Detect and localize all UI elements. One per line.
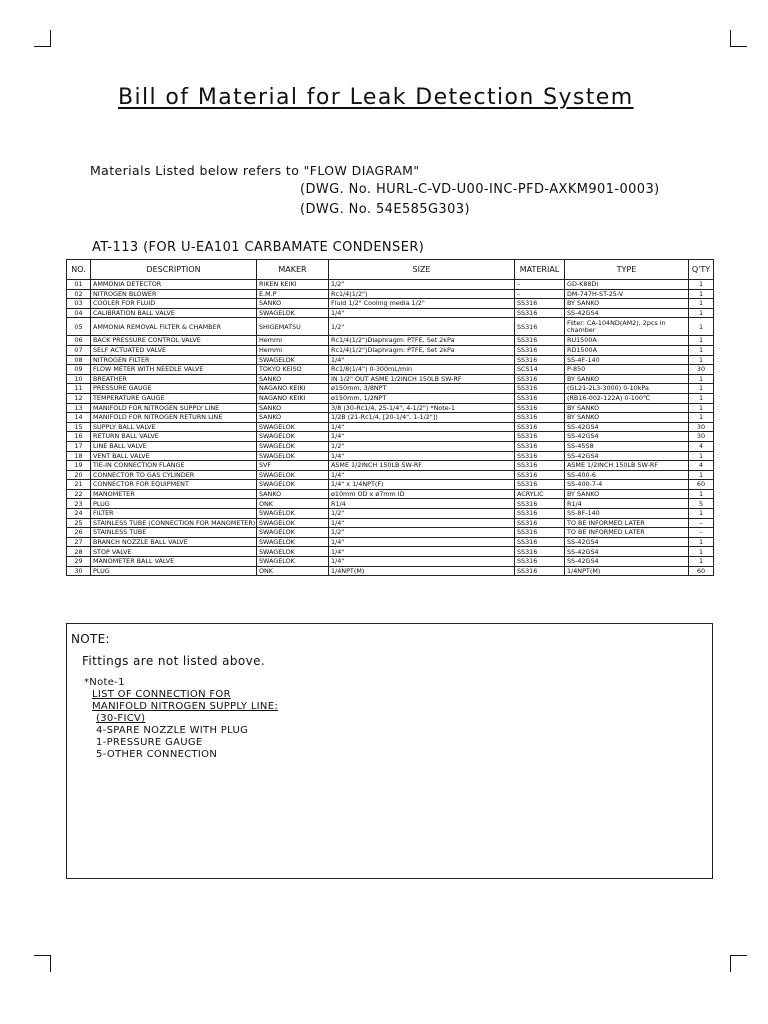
table-row	[67, 403, 714, 413]
note-fittings: Fittings are not listed above.	[82, 654, 266, 668]
note-line: (30-FICV)	[96, 713, 146, 724]
cell-size: ø150mm, 3/8NPT	[329, 384, 515, 394]
cell-no: 05	[67, 318, 91, 336]
cell-maker: ONK	[257, 566, 329, 576]
cell-no: 16	[67, 432, 91, 442]
cell-size: ø10mm OD x ø7mm ID	[329, 489, 515, 499]
cell-type: ASME 1/2INCH 150LB SW-RF	[565, 461, 689, 471]
table-row	[67, 345, 714, 355]
cell-maker: SVF	[257, 461, 329, 471]
cell-no: 20	[67, 470, 91, 480]
cell-type: RU1500A	[565, 336, 689, 346]
cell-no: 02	[67, 289, 91, 299]
cell-size: Rc1/4(1/2")Diaphragm: PTFE, Set 2kPa	[329, 336, 515, 346]
table-row	[67, 499, 714, 509]
cell-type: RD1500A	[565, 345, 689, 355]
cell-description: STAINLESS TUBE (CONNECTION FOR MANOMETER)	[91, 518, 257, 528]
table-header-row	[67, 260, 714, 280]
cell-type: TO BE INFORMED LATER	[565, 528, 689, 538]
cell-type: SS-42GS4	[565, 547, 689, 557]
cell-material: SCS14	[515, 365, 565, 375]
cell-material: SS316	[515, 336, 565, 346]
cell-qty: 1	[689, 355, 714, 365]
cell-size: 1/4" x 1/4NPT(F)	[329, 480, 515, 490]
table-row	[67, 489, 714, 499]
cell-type: SS-400-7-4	[565, 480, 689, 490]
cell-material: SS316	[515, 308, 565, 318]
cell-no: 04	[67, 308, 91, 318]
table-row	[67, 384, 714, 394]
cell-description: MANIFOLD FOR NITROGEN SUPPLY LINE	[91, 403, 257, 413]
cell-qty: 1	[689, 345, 714, 355]
cell-material: SS316	[515, 509, 565, 519]
cell-no: 09	[67, 365, 91, 375]
cell-description: MANOMETER BALL VALVE	[91, 557, 257, 567]
cell-type: Filter: CA-104ND(AM2), 2pcs in chamber	[565, 318, 689, 336]
cell-qty: 1	[689, 280, 714, 290]
cell-type: SS-42GS4	[565, 422, 689, 432]
crop-mark-top-left	[34, 30, 51, 47]
table-row	[67, 336, 714, 346]
note-1-label: *Note-1	[84, 677, 125, 688]
cell-size: 1/4"	[329, 557, 515, 567]
cell-no: 08	[67, 355, 91, 365]
cell-no: 25	[67, 518, 91, 528]
cell-maker: SWAGELOK	[257, 432, 329, 442]
header-qty: Q'TY	[689, 260, 714, 280]
table-row	[67, 557, 714, 567]
cell-maker: SWAGELOK	[257, 480, 329, 490]
header-maker: MAKER	[257, 260, 329, 280]
table-row	[67, 566, 714, 576]
table-row	[67, 547, 714, 557]
cell-size: 1/2"	[329, 509, 515, 519]
cell-material: SS316	[515, 299, 565, 309]
cell-qty: 1	[689, 384, 714, 394]
cell-qty: 30	[689, 432, 714, 442]
cell-description: LINE BALL VALVE	[91, 441, 257, 451]
cell-no: 10	[67, 374, 91, 384]
cell-material: SS316	[515, 441, 565, 451]
cell-type: BY SANKO	[565, 413, 689, 423]
cell-size: 1/4"	[329, 537, 515, 547]
cell-qty: 1	[689, 289, 714, 299]
cell-no: 13	[67, 403, 91, 413]
note-box	[66, 623, 713, 879]
cell-material: SS316	[515, 480, 565, 490]
cell-description: CONNECTOR FOR EQUIPMENT	[91, 480, 257, 490]
cell-size: Fluid 1/2" Cooling media 1/2"	[329, 299, 515, 309]
cell-maker: SWAGELOK	[257, 557, 329, 567]
cell-type: SS-45S8	[565, 441, 689, 451]
cell-no: 30	[67, 566, 91, 576]
cell-qty: 1	[689, 509, 714, 519]
cell-type: BY SANKO	[565, 403, 689, 413]
cell-no: 07	[67, 345, 91, 355]
cell-size: 1/4"	[329, 547, 515, 557]
cell-material: SS316	[515, 528, 565, 538]
cell-qty: 1	[689, 537, 714, 547]
cell-maker: SANKO	[257, 374, 329, 384]
cell-type: SS-8F-140	[565, 509, 689, 519]
cell-no: 29	[67, 557, 91, 567]
cell-material: SS316	[515, 518, 565, 528]
cell-maker: SWAGELOK	[257, 509, 329, 519]
cell-type: BY SANKO	[565, 374, 689, 384]
cell-material: SS316	[515, 403, 565, 413]
cell-size: 1/4"	[329, 451, 515, 461]
cell-description: STAINLESS TUBE	[91, 528, 257, 538]
cell-maker: SWAGELOK	[257, 355, 329, 365]
table-row	[67, 432, 714, 442]
cell-type: SS-42GS4	[565, 432, 689, 442]
cell-material: SS316	[515, 345, 565, 355]
table-row	[67, 280, 714, 290]
cell-no: 19	[67, 461, 91, 471]
cell-material: SS316	[515, 393, 565, 403]
cell-no: 26	[67, 528, 91, 538]
cell-size: IN 1/2" OUT ASME 1/2INCH 150LB SW-RF	[329, 374, 515, 384]
note-line: MANIFOLD NITROGEN SUPPLY LINE:	[92, 701, 279, 712]
cell-no: 22	[67, 489, 91, 499]
table-row	[67, 374, 714, 384]
cell-description: CALIBRATION BALL VALVE	[91, 308, 257, 318]
cell-type: SS-400-6	[565, 470, 689, 480]
cell-no: 15	[67, 422, 91, 432]
cell-size: ø150mm, 1/2NPT	[329, 393, 515, 403]
cell-description: AMMONIA REMOVAL FILTER & CHAMBER	[91, 318, 257, 336]
cell-description: TEMPERATURE GAUGE	[91, 393, 257, 403]
cell-size: 1/4"	[329, 308, 515, 318]
cell-material: SS316	[515, 451, 565, 461]
table-row	[67, 299, 714, 309]
cell-maker: SWAGELOK	[257, 518, 329, 528]
cell-description: BACK PRESSURE CONTROL VALVE	[91, 336, 257, 346]
cell-qty: 1	[689, 299, 714, 309]
cell-no: 27	[67, 537, 91, 547]
cell-type: P-850	[565, 365, 689, 375]
cell-description: AMMONIA DETECTOR	[91, 280, 257, 290]
cell-description: BRANCH NOZZLE BALL VALVE	[91, 537, 257, 547]
crop-mark-top-right	[730, 30, 747, 47]
cell-no: 24	[67, 509, 91, 519]
cell-size: 1/2"	[329, 441, 515, 451]
drawing-reference-2: (DWG. No. 54E585G303)	[300, 202, 470, 217]
cell-maker: Hemmi	[257, 345, 329, 355]
cell-qty: 1	[689, 393, 714, 403]
table-row	[67, 365, 714, 375]
cell-maker: SWAGELOK	[257, 528, 329, 538]
cell-size: 1/2"	[329, 318, 515, 336]
cell-material: SS316	[515, 384, 565, 394]
cell-description: FLOW METER WITH NEEDLE VALVE	[91, 365, 257, 375]
cell-description: CONNECTOR TO GAS CYLINDER	[91, 470, 257, 480]
cell-type: SS-4F-140	[565, 355, 689, 365]
cell-maker: Hemmi	[257, 336, 329, 346]
cell-size: 1/2"	[329, 280, 515, 290]
cell-no: 23	[67, 499, 91, 509]
cell-qty: 1	[689, 336, 714, 346]
cell-maker: SANKO	[257, 413, 329, 423]
cell-no: 11	[67, 384, 91, 394]
cell-size: 1/4"	[329, 432, 515, 442]
cell-size: 1/2"	[329, 528, 515, 538]
cell-size: Rc1/8(1/4") 0-300mL/min	[329, 365, 515, 375]
cell-no: 01	[67, 280, 91, 290]
cell-qty: 5	[689, 499, 714, 509]
note-line: 4-SPARE NOZZLE WITH PLUG	[96, 725, 249, 736]
cell-qty: 60	[689, 566, 714, 576]
table-row	[67, 355, 714, 365]
cell-maker: E.M.P	[257, 289, 329, 299]
cell-description: STOP VALVE	[91, 547, 257, 557]
cell-size: 1/4"	[329, 518, 515, 528]
cell-qty: 1	[689, 451, 714, 461]
cell-maker: SWAGELOK	[257, 537, 329, 547]
table-row	[67, 413, 714, 423]
cell-type: SS-42GS4	[565, 537, 689, 547]
cell-qty: 30	[689, 365, 714, 375]
cell-qty: 1	[689, 557, 714, 567]
table-row	[67, 528, 714, 538]
cell-type: TO BE INFORMED LATER	[565, 518, 689, 528]
cell-type: DM-747H-ST-25-V	[565, 289, 689, 299]
note-line: 1-PRESSURE GAUGE	[96, 737, 203, 748]
cell-type: GD-K88Di	[565, 280, 689, 290]
table-row	[67, 537, 714, 547]
table-row	[67, 308, 714, 318]
cell-size: Rc1/4(1/2")Diaphragm: PTFE, Set 2kPa	[329, 345, 515, 355]
header-size: SIZE	[329, 260, 515, 280]
cell-material: SS316	[515, 355, 565, 365]
table-row	[67, 518, 714, 528]
intro-text: Materials Listed below refers to "FLOW DIAGRAM"	[90, 163, 420, 178]
cell-size: R1/4	[329, 499, 515, 509]
cell-qty: 60	[689, 480, 714, 490]
cell-no: 14	[67, 413, 91, 423]
cell-description: MANOMETER	[91, 489, 257, 499]
cell-maker: TOKYO KEISO	[257, 365, 329, 375]
note-1-list	[84, 677, 278, 761]
cell-type: BY SANKO	[565, 489, 689, 499]
cell-no: 03	[67, 299, 91, 309]
cell-description: PLUG	[91, 499, 257, 509]
cell-qty: –	[689, 528, 714, 538]
cell-description: TIE-IN CONNECTION FLANGE	[91, 461, 257, 471]
cell-qty: 1	[689, 547, 714, 557]
cell-qty: 4	[689, 441, 714, 451]
cell-qty: 1	[689, 489, 714, 499]
header-type: TYPE	[565, 260, 689, 280]
cell-description: BREATHER	[91, 374, 257, 384]
cell-size: Rc1/4(1/2")	[329, 289, 515, 299]
cell-type: (GL21-2L3-3000) 0-10kPa	[565, 384, 689, 394]
cell-material: SS316	[515, 557, 565, 567]
cell-type: 1/4NPT(M)	[565, 566, 689, 576]
cell-qty: 1	[689, 318, 714, 336]
note-line: LIST OF CONNECTION FOR	[92, 689, 231, 700]
table-row	[67, 470, 714, 480]
cell-maker: SHIGEMATSU	[257, 318, 329, 336]
crop-mark-bottom-left	[34, 955, 51, 972]
cell-description: COOLER FOR FLUID	[91, 299, 257, 309]
cell-description: PRESSURE GAUGE	[91, 384, 257, 394]
cell-size: 1/4"	[329, 355, 515, 365]
bill-of-material-table	[66, 259, 714, 576]
cell-description: RETURN BALL VALVE	[91, 432, 257, 442]
cell-material: SS316	[515, 547, 565, 557]
cell-maker: SWAGELOK	[257, 441, 329, 451]
cell-material: SS316	[515, 413, 565, 423]
table-row	[67, 461, 714, 471]
header-description: DESCRIPTION	[91, 260, 257, 280]
cell-qty: 1	[689, 308, 714, 318]
cell-qty: –	[689, 518, 714, 528]
cell-no: 06	[67, 336, 91, 346]
cell-no: 12	[67, 393, 91, 403]
cell-description: NITROGEN FILTER	[91, 355, 257, 365]
table-body	[67, 280, 714, 576]
crop-mark-bottom-right	[730, 955, 747, 972]
cell-size: 1/2B (21-Rc1/4, [20-1/4", 1-1/2"])	[329, 413, 515, 423]
table-row	[67, 393, 714, 403]
cell-material: SS316	[515, 374, 565, 384]
cell-maker: SANKO	[257, 299, 329, 309]
table-row	[67, 480, 714, 490]
cell-maker: SWAGELOK	[257, 470, 329, 480]
cell-maker: SANKO	[257, 403, 329, 413]
cell-maker: SWAGELOK	[257, 308, 329, 318]
cell-type: R1/4	[565, 499, 689, 509]
cell-qty: 30	[689, 422, 714, 432]
drawing-reference-1: (DWG. No. HURL-C-VD-U00-INC-PFD-AXKM901-0003)	[300, 182, 660, 197]
cell-size: 1/4NPT(M)	[329, 566, 515, 576]
cell-description: NITROGEN BLOWER	[91, 289, 257, 299]
cell-qty: 1	[689, 403, 714, 413]
cell-material: ACRYLIC	[515, 489, 565, 499]
cell-material: SS316	[515, 537, 565, 547]
cell-material: –	[515, 289, 565, 299]
cell-no: 28	[67, 547, 91, 557]
note-title: NOTE:	[71, 632, 110, 646]
cell-maker: ONK	[257, 499, 329, 509]
cell-material: SS316	[515, 566, 565, 576]
cell-maker: SWAGELOK	[257, 451, 329, 461]
document-title: Bill of Material for Leak Detection System	[118, 85, 634, 110]
cell-size: 3/8 (30-Rc1/4, 25-1/4", 4-1/2") *Note-1	[329, 403, 515, 413]
cell-description: FILTER	[91, 509, 257, 519]
cell-no: 17	[67, 441, 91, 451]
cell-maker: NAGANO KEIKI	[257, 393, 329, 403]
cell-qty: 1	[689, 413, 714, 423]
cell-type: SS-42GS4	[565, 308, 689, 318]
note-line: 5-OTHER CONNECTION	[96, 749, 218, 760]
table-row	[67, 441, 714, 451]
cell-description: PLUG	[91, 566, 257, 576]
cell-description: SELF ACTUATED VALVE	[91, 345, 257, 355]
header-no: NO.	[67, 260, 91, 280]
cell-maker: SWAGELOK	[257, 547, 329, 557]
cell-material: SS316	[515, 432, 565, 442]
cell-material: SS316	[515, 461, 565, 471]
cell-material: SS316	[515, 499, 565, 509]
cell-description: SUPPLY BALL VALVE	[91, 422, 257, 432]
cell-type: SS-42GS4	[565, 451, 689, 461]
header-material: MATERIAL	[515, 260, 565, 280]
cell-size: 1/4"	[329, 422, 515, 432]
cell-qty: 1	[689, 470, 714, 480]
cell-type: SS-42GS4	[565, 557, 689, 567]
cell-maker: SWAGELOK	[257, 422, 329, 432]
cell-material: SS316	[515, 318, 565, 336]
table-row	[67, 318, 714, 336]
cell-type: BY SANKO	[565, 299, 689, 309]
cell-no: 21	[67, 480, 91, 490]
section-title: AT-113 (FOR U-EA101 CARBAMATE CONDENSER)	[92, 240, 425, 255]
table-row	[67, 451, 714, 461]
cell-description: VENT BALL VALVE	[91, 451, 257, 461]
cell-material: SS316	[515, 422, 565, 432]
cell-maker: RIKEN KEIKI	[257, 280, 329, 290]
cell-maker: NAGANO KEIKI	[257, 384, 329, 394]
cell-material: SS316	[515, 470, 565, 480]
cell-description: MANIFOLD FOR NITROGEN RETURN LINE	[91, 413, 257, 423]
cell-maker: SANKO	[257, 489, 329, 499]
cell-size: 1/4"	[329, 470, 515, 480]
table-row	[67, 289, 714, 299]
cell-type: (RB16-002-122A) 0-100℃	[565, 393, 689, 403]
cell-material: –	[515, 280, 565, 290]
cell-qty: 1	[689, 374, 714, 384]
table-row	[67, 509, 714, 519]
cell-size: ASME 1/2INCH 150LB SW-RF	[329, 461, 515, 471]
cell-no: 18	[67, 451, 91, 461]
cell-qty: 4	[689, 461, 714, 471]
table-row	[67, 422, 714, 432]
